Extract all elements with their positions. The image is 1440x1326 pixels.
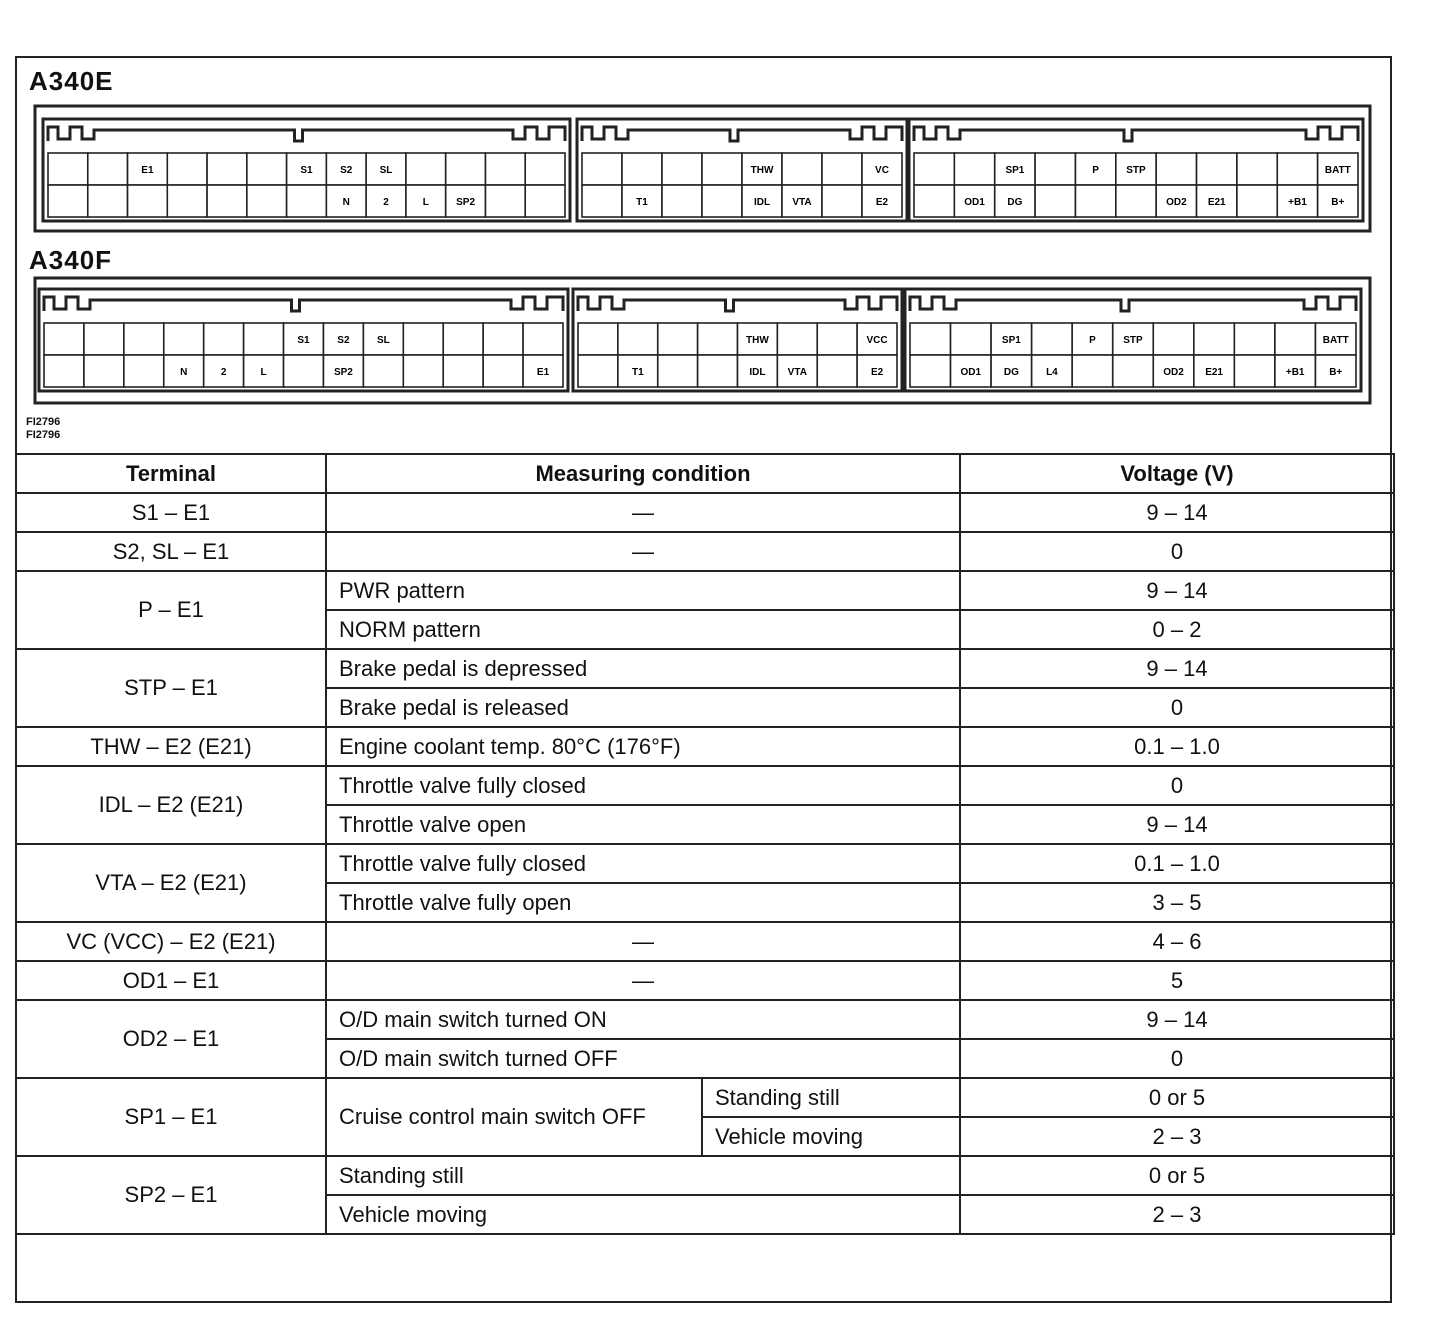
pin-label: L bbox=[260, 367, 267, 378]
header-terminal: Terminal bbox=[16, 454, 326, 493]
condition-cell: Brake pedal is released bbox=[326, 688, 960, 727]
voltage-cell: 0 bbox=[960, 688, 1394, 727]
voltage-cell: 0.1 – 1.0 bbox=[960, 844, 1394, 883]
voltage-cell: 0 bbox=[960, 766, 1394, 805]
connector-pin bbox=[622, 153, 662, 185]
connector-pin bbox=[284, 355, 324, 387]
condition-cell: Cruise control main switch OFF bbox=[326, 1078, 702, 1156]
connector-pin bbox=[485, 153, 525, 185]
connector-pin bbox=[954, 153, 994, 185]
connector-pin bbox=[44, 323, 84, 355]
connector-pin bbox=[44, 355, 84, 387]
connector-pin bbox=[662, 185, 702, 217]
connector-pin bbox=[914, 153, 954, 185]
condition-cell: — bbox=[326, 961, 960, 1000]
terminal-cell: THW – E2 (E21) bbox=[16, 727, 326, 766]
connector-title-a340e: A340E bbox=[29, 66, 114, 96]
connector-pin bbox=[1275, 323, 1316, 355]
condition-cell: Vehicle moving bbox=[326, 1195, 960, 1234]
connector-pin bbox=[164, 323, 204, 355]
condition-cell: Throttle valve fully closed bbox=[326, 766, 960, 805]
connector-pin bbox=[523, 323, 563, 355]
voltage-cell: 4 – 6 bbox=[960, 922, 1394, 961]
pin-label: SL bbox=[379, 165, 393, 176]
connector-pin bbox=[1194, 323, 1235, 355]
connector-pin bbox=[1197, 153, 1237, 185]
pin-label: SP2 bbox=[333, 367, 353, 378]
table-row bbox=[16, 1156, 1394, 1195]
terminal-cell: STP – E1 bbox=[16, 649, 326, 727]
connector-pin bbox=[578, 355, 618, 387]
pin-label: T1 bbox=[631, 367, 644, 378]
connector-pin bbox=[1234, 355, 1275, 387]
connector-pin bbox=[1234, 323, 1275, 355]
connector-pin bbox=[658, 323, 698, 355]
connector-pin bbox=[817, 355, 857, 387]
connector-pin bbox=[1035, 185, 1075, 217]
voltage-cell: 0 or 5 bbox=[960, 1156, 1394, 1195]
connector-key-profile bbox=[578, 297, 897, 311]
connector-pin bbox=[483, 355, 523, 387]
pin-label: E21 bbox=[1207, 197, 1226, 208]
voltage-cell: 2 – 3 bbox=[960, 1195, 1394, 1234]
table-row bbox=[16, 961, 1394, 1000]
connector-pin bbox=[702, 185, 742, 217]
connector-pin bbox=[446, 153, 486, 185]
connector-a340f bbox=[35, 278, 1370, 403]
voltage-cell: 0.1 – 1.0 bbox=[960, 727, 1394, 766]
connector-key-profile bbox=[44, 297, 563, 311]
terminal-cell: S1 – E1 bbox=[16, 493, 326, 532]
voltage-cell: 9 – 14 bbox=[960, 571, 1394, 610]
terminal-cell: S2, SL – E1 bbox=[16, 532, 326, 571]
connector-pin bbox=[207, 185, 247, 217]
connector-key-profile bbox=[48, 127, 565, 141]
connector-pin bbox=[698, 355, 738, 387]
connector-key-profile bbox=[914, 127, 1358, 141]
pin-label: OD1 bbox=[960, 367, 982, 378]
connector-pin bbox=[363, 355, 403, 387]
connector-pin bbox=[525, 153, 565, 185]
pin-label: T1 bbox=[636, 197, 648, 208]
connector-pin bbox=[128, 185, 168, 217]
table-row bbox=[16, 844, 1394, 883]
connector-pin bbox=[698, 323, 738, 355]
connector-pin bbox=[403, 355, 443, 387]
pin-label: BATT bbox=[1324, 165, 1351, 176]
sub-condition-cell: Vehicle moving bbox=[702, 1117, 960, 1156]
condition-cell: Brake pedal is depressed bbox=[326, 649, 960, 688]
connector-pin bbox=[1237, 153, 1277, 185]
pin-label: +B1 bbox=[1285, 367, 1305, 378]
table-row bbox=[16, 922, 1394, 961]
connector-pin bbox=[578, 323, 618, 355]
pin-label: BATT bbox=[1322, 335, 1349, 346]
connector-pin bbox=[406, 153, 446, 185]
table-row bbox=[16, 1078, 1394, 1117]
connector-pin bbox=[910, 323, 951, 355]
connector-pin bbox=[124, 355, 164, 387]
table-row bbox=[16, 571, 1394, 610]
connector-pin bbox=[1072, 355, 1113, 387]
connector-pin bbox=[247, 185, 287, 217]
pin-label: 2 bbox=[220, 367, 227, 378]
pin-label: P bbox=[1092, 165, 1099, 176]
pin-label: IDL bbox=[753, 197, 771, 208]
connector-pin bbox=[662, 153, 702, 185]
connector-pin bbox=[48, 153, 88, 185]
connector-pin bbox=[204, 323, 244, 355]
connector-pin bbox=[777, 323, 817, 355]
table-row bbox=[16, 532, 1394, 571]
sub-condition-cell: Standing still bbox=[702, 1078, 960, 1117]
connector-pin bbox=[910, 355, 951, 387]
connector-pin bbox=[658, 355, 698, 387]
voltage-cell: 3 – 5 bbox=[960, 883, 1394, 922]
connector-pin bbox=[702, 153, 742, 185]
pin-label: S1 bbox=[297, 335, 310, 346]
pin-label: SP2 bbox=[456, 197, 476, 208]
connector-pin bbox=[403, 323, 443, 355]
pin-label: S1 bbox=[300, 165, 313, 176]
pin-label: VCC bbox=[866, 335, 888, 346]
terminal-cell: IDL – E2 (E21) bbox=[16, 766, 326, 844]
connector-pin bbox=[1075, 185, 1115, 217]
pin-label: IDL bbox=[749, 367, 766, 378]
pin-label: N bbox=[342, 197, 350, 208]
header-condition: Measuring condition bbox=[326, 454, 960, 493]
connector-pin bbox=[167, 153, 207, 185]
connector-pin bbox=[84, 355, 124, 387]
voltage-spec-table bbox=[15, 453, 1395, 1235]
pin-label: S2 bbox=[337, 335, 350, 346]
connector-pin bbox=[525, 185, 565, 217]
connector-pin bbox=[1237, 185, 1277, 217]
table-row bbox=[16, 493, 1394, 532]
connector-pin bbox=[207, 153, 247, 185]
pin-label: VTA bbox=[792, 197, 812, 208]
connector-pin bbox=[914, 185, 954, 217]
connector-pin bbox=[782, 153, 822, 185]
condition-cell: — bbox=[326, 532, 960, 571]
figure-code bbox=[10, 416, 60, 442]
pin-label: B+ bbox=[1331, 197, 1345, 208]
connector-pin bbox=[88, 153, 128, 185]
pin-label: VC bbox=[875, 165, 889, 176]
connector-pin bbox=[1032, 323, 1073, 355]
terminal-cell: VTA – E2 (E21) bbox=[16, 844, 326, 922]
connector-a340e bbox=[35, 106, 1370, 231]
voltage-cell: 9 – 14 bbox=[960, 493, 1394, 532]
condition-cell: Throttle valve open bbox=[326, 805, 960, 844]
connector-pin bbox=[167, 185, 207, 217]
connector-key-profile bbox=[910, 297, 1356, 311]
condition-cell: PWR pattern bbox=[326, 571, 960, 610]
pin-label: N bbox=[180, 367, 188, 378]
condition-cell: O/D main switch turned OFF bbox=[326, 1039, 960, 1078]
pin-label: E21 bbox=[1205, 367, 1223, 378]
voltage-cell: 2 – 3 bbox=[960, 1117, 1394, 1156]
voltage-cell: 5 bbox=[960, 961, 1394, 1000]
pin-label: VTA bbox=[787, 367, 807, 378]
voltage-cell: 9 – 14 bbox=[960, 649, 1394, 688]
connector-pin bbox=[582, 185, 622, 217]
pin-label: SL bbox=[376, 335, 390, 346]
terminal-cell: SP2 – E1 bbox=[16, 1156, 326, 1234]
connector-pin bbox=[287, 185, 327, 217]
connector-pin bbox=[48, 185, 88, 217]
pin-label: L4 bbox=[1046, 367, 1058, 378]
pin-label: SP1 bbox=[1005, 165, 1025, 176]
connector-pin bbox=[951, 323, 992, 355]
connector-pin bbox=[88, 185, 128, 217]
voltage-cell: 0 bbox=[960, 1039, 1394, 1078]
voltage-cell: 0 – 2 bbox=[960, 610, 1394, 649]
pin-label: DG bbox=[1003, 367, 1019, 378]
pin-label: THW bbox=[746, 335, 769, 346]
pin-label: DG bbox=[1007, 197, 1023, 208]
condition-cell: NORM pattern bbox=[326, 610, 960, 649]
connector-pin bbox=[124, 323, 164, 355]
terminal-cell: P – E1 bbox=[16, 571, 326, 649]
voltage-cell: 9 – 14 bbox=[960, 805, 1394, 844]
pin-label: OD1 bbox=[964, 197, 985, 208]
pin-label: B+ bbox=[1329, 367, 1343, 378]
condition-cell: Standing still bbox=[326, 1156, 960, 1195]
pin-label: P bbox=[1089, 335, 1096, 346]
connector-pin bbox=[247, 153, 287, 185]
connector-pin bbox=[443, 355, 483, 387]
pin-label: OD2 bbox=[1166, 197, 1187, 208]
connector-pin bbox=[483, 323, 523, 355]
header-voltage: Voltage (V) bbox=[960, 454, 1394, 493]
terminal-cell: OD2 – E1 bbox=[16, 1000, 326, 1078]
table-row bbox=[16, 727, 1394, 766]
table-row bbox=[16, 649, 1394, 688]
connector-pin bbox=[822, 153, 862, 185]
connector-diagram bbox=[0, 0, 1440, 460]
condition-cell: Throttle valve fully closed bbox=[326, 844, 960, 883]
table-row bbox=[16, 1000, 1394, 1039]
terminal-cell: SP1 – E1 bbox=[16, 1078, 326, 1156]
table-row bbox=[16, 766, 1394, 805]
pin-label: E1 bbox=[141, 165, 154, 176]
connector-pin bbox=[618, 323, 658, 355]
connector-title-a340f: A340F bbox=[29, 245, 113, 275]
pin-label: E2 bbox=[875, 197, 889, 208]
pin-label: OD2 bbox=[1163, 367, 1184, 378]
pin-label: E2 bbox=[870, 367, 884, 378]
connector-key-profile bbox=[582, 127, 902, 141]
connector-pin bbox=[822, 185, 862, 217]
condition-cell: O/D main switch turned ON bbox=[326, 1000, 960, 1039]
table-header-row bbox=[16, 454, 1394, 493]
terminal-cell: VC (VCC) – E2 (E21) bbox=[16, 922, 326, 961]
connector-pin bbox=[84, 323, 124, 355]
condition-cell: Engine coolant temp. 80°C (176°F) bbox=[326, 727, 960, 766]
terminal-cell: OD1 – E1 bbox=[16, 961, 326, 1000]
voltage-cell: 9 – 14 bbox=[960, 1000, 1394, 1039]
pin-label: THW bbox=[750, 165, 774, 176]
pin-label: L bbox=[422, 197, 429, 208]
connector-pin bbox=[485, 185, 525, 217]
pin-label: STP bbox=[1126, 165, 1146, 176]
pin-label: +B1 bbox=[1288, 197, 1307, 208]
connector-pin bbox=[817, 323, 857, 355]
figure-code-line: FI2796 bbox=[26, 429, 61, 441]
condition-cell: — bbox=[326, 922, 960, 961]
pin-label: S2 bbox=[340, 165, 353, 176]
connector-pin bbox=[1156, 153, 1196, 185]
connector-pin bbox=[1277, 153, 1317, 185]
connector-pin bbox=[443, 323, 483, 355]
connector-pin bbox=[1153, 323, 1194, 355]
connector-pin bbox=[582, 153, 622, 185]
pin-label: 2 bbox=[383, 197, 389, 208]
pin-label: E1 bbox=[536, 367, 550, 378]
connector-pin bbox=[1116, 185, 1156, 217]
condition-cell: Throttle valve fully open bbox=[326, 883, 960, 922]
pin-label: STP bbox=[1123, 335, 1143, 346]
voltage-cell: 0 or 5 bbox=[960, 1078, 1394, 1117]
connector-pin bbox=[1035, 153, 1075, 185]
pin-label: SP1 bbox=[1001, 335, 1021, 346]
voltage-cell: 0 bbox=[960, 532, 1394, 571]
connector-pin bbox=[1113, 355, 1154, 387]
connector-pin bbox=[244, 323, 284, 355]
condition-cell: — bbox=[326, 493, 960, 532]
figure-code-line: FI2796 bbox=[26, 416, 61, 428]
